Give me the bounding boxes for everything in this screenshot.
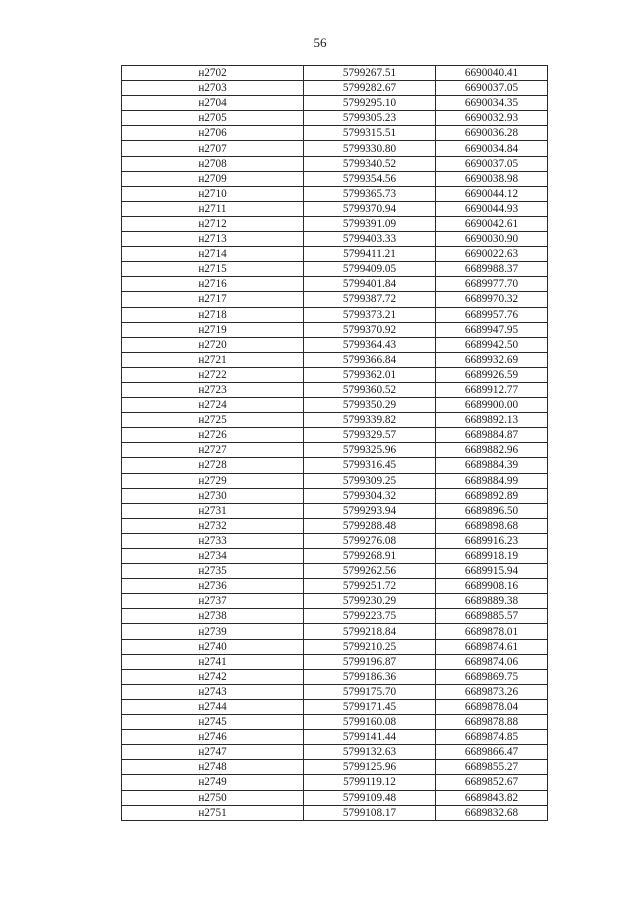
y-coordinate-cell: 6690034.84 [436,141,548,156]
x-coordinate-cell: 5799267.51 [304,66,436,81]
x-coordinate-cell: 5799293.94 [304,503,436,518]
y-coordinate-cell: 6689855.27 [436,760,548,775]
y-coordinate-cell: 6690038.98 [436,171,548,186]
point-id-cell: н2728 [122,458,304,473]
table-row [122,458,548,473]
y-coordinate-cell: 6689947.95 [436,322,548,337]
y-coordinate-cell: 6690044.12 [436,186,548,201]
y-coordinate-cell: 6689892.13 [436,413,548,428]
point-id-cell: н2703 [122,81,304,96]
page-number: 56 [313,35,327,50]
y-coordinate-cell: 6690032.93 [436,111,548,126]
x-coordinate-cell: 5799340.52 [304,156,436,171]
x-coordinate-cell: 5799282.67 [304,81,436,96]
y-coordinate-cell: 6689896.50 [436,503,548,518]
x-coordinate-cell: 5799223.75 [304,609,436,624]
table-row [122,549,548,564]
x-coordinate-cell: 5799305.23 [304,111,436,126]
x-coordinate-cell: 5799251.72 [304,579,436,594]
y-coordinate-cell: 6690040.41 [436,66,548,81]
point-id-cell: н2730 [122,488,304,503]
y-coordinate-cell: 6689918.19 [436,549,548,564]
point-id-cell: н2723 [122,382,304,397]
y-coordinate-cell: 6690034.35 [436,96,548,111]
table-row [122,473,548,488]
x-coordinate-cell: 5799315.51 [304,126,436,141]
x-coordinate-cell: 5799403.33 [304,232,436,247]
table-row [122,262,548,277]
table-row [122,533,548,548]
table-row [122,745,548,760]
table-row [122,337,548,352]
table-row [122,292,548,307]
y-coordinate-cell: 6689912.77 [436,382,548,397]
table-row [122,232,548,247]
x-coordinate-cell: 5799411.21 [304,247,436,262]
table-row [122,730,548,745]
x-coordinate-cell: 5799119.12 [304,775,436,790]
point-id-cell: н2742 [122,669,304,684]
point-id-cell: н2720 [122,337,304,352]
x-coordinate-cell: 5799268.91 [304,549,436,564]
table-row [122,669,548,684]
point-id-cell: н2743 [122,684,304,699]
point-id-cell: н2718 [122,307,304,322]
table-row [122,277,548,292]
point-id-cell: н2744 [122,699,304,714]
table-row [122,790,548,805]
y-coordinate-cell: 6690030.90 [436,232,548,247]
y-coordinate-cell: 6690044.93 [436,201,548,216]
y-coordinate-cell: 6689957.76 [436,307,548,322]
point-id-cell: н2726 [122,428,304,443]
y-coordinate-cell: 6689915.94 [436,564,548,579]
x-coordinate-cell: 5799373.21 [304,307,436,322]
table-row [122,156,548,171]
table-row [122,352,548,367]
x-coordinate-cell: 5799339.82 [304,413,436,428]
x-coordinate-cell: 5799210.25 [304,639,436,654]
table-row [122,96,548,111]
x-coordinate-cell: 5799141.44 [304,730,436,745]
x-coordinate-cell: 5799295.10 [304,96,436,111]
x-coordinate-cell: 5799109.48 [304,790,436,805]
point-id-cell: н2746 [122,730,304,745]
y-coordinate-cell: 6689885.57 [436,609,548,624]
table-row [122,171,548,186]
x-coordinate-cell: 5799186.36 [304,669,436,684]
point-id-cell: н2708 [122,156,304,171]
x-coordinate-cell: 5799360.52 [304,382,436,397]
x-coordinate-cell: 5799391.09 [304,216,436,231]
table-row [122,684,548,699]
y-coordinate-cell: 6689970.32 [436,292,548,307]
y-coordinate-cell: 6689884.99 [436,473,548,488]
point-id-cell: н2745 [122,715,304,730]
point-id-cell: н2711 [122,201,304,216]
y-coordinate-cell: 6689942.50 [436,337,548,352]
table-row [122,126,548,141]
x-coordinate-cell: 5799160.08 [304,715,436,730]
point-id-cell: н2719 [122,322,304,337]
coordinates-table-body [122,66,548,821]
coordinates-table [121,65,548,821]
x-coordinate-cell: 5799304.32 [304,488,436,503]
point-id-cell: н2732 [122,518,304,533]
y-coordinate-cell: 6689882.96 [436,443,548,458]
table-row [122,488,548,503]
y-coordinate-cell: 6689852.67 [436,775,548,790]
x-coordinate-cell: 5799370.94 [304,201,436,216]
table-row [122,609,548,624]
x-coordinate-cell: 5799354.56 [304,171,436,186]
y-coordinate-cell: 6689843.82 [436,790,548,805]
y-coordinate-cell: 6690037.05 [436,156,548,171]
y-coordinate-cell: 6689908.16 [436,579,548,594]
y-coordinate-cell: 6689874.06 [436,654,548,669]
table-row [122,564,548,579]
table-row [122,518,548,533]
table-row [122,428,548,443]
table-row [122,699,548,714]
y-coordinate-cell: 6689878.01 [436,624,548,639]
y-coordinate-cell: 6689916.23 [436,533,548,548]
table-row [122,639,548,654]
x-coordinate-cell: 5799387.72 [304,292,436,307]
table-row [122,141,548,156]
table-row [122,111,548,126]
table-row [122,322,548,337]
table-row [122,247,548,262]
table-row [122,382,548,397]
table-row [122,624,548,639]
x-coordinate-cell: 5799401.84 [304,277,436,292]
y-coordinate-cell: 6689874.61 [436,639,548,654]
x-coordinate-cell: 5799132.63 [304,745,436,760]
x-coordinate-cell: 5799364.43 [304,337,436,352]
point-id-cell: н2716 [122,277,304,292]
y-coordinate-cell: 6689932.69 [436,352,548,367]
point-id-cell: н2733 [122,533,304,548]
y-coordinate-cell: 6689869.75 [436,669,548,684]
point-id-cell: н2707 [122,141,304,156]
point-id-cell: н2741 [122,654,304,669]
x-coordinate-cell: 5799409.05 [304,262,436,277]
x-coordinate-cell: 5799330.80 [304,141,436,156]
y-coordinate-cell: 6689878.88 [436,715,548,730]
point-id-cell: н2704 [122,96,304,111]
point-id-cell: н2709 [122,171,304,186]
table-row [122,760,548,775]
y-coordinate-cell: 6689878.04 [436,699,548,714]
point-id-cell: н2727 [122,443,304,458]
x-coordinate-cell: 5799125.96 [304,760,436,775]
y-coordinate-cell: 6689832.68 [436,805,548,820]
x-coordinate-cell: 5799196.87 [304,654,436,669]
point-id-cell: н2702 [122,66,304,81]
x-coordinate-cell: 5799175.70 [304,684,436,699]
table-row [122,216,548,231]
y-coordinate-cell: 6689866.47 [436,745,548,760]
y-coordinate-cell: 6689977.70 [436,277,548,292]
point-id-cell: н2713 [122,232,304,247]
table-row [122,503,548,518]
point-id-cell: н2749 [122,775,304,790]
x-coordinate-cell: 5799362.01 [304,367,436,382]
y-coordinate-cell: 6689873.26 [436,684,548,699]
y-coordinate-cell: 6689884.39 [436,458,548,473]
x-coordinate-cell: 5799171.45 [304,699,436,714]
point-id-cell: н2724 [122,398,304,413]
table-row [122,413,548,428]
table-row [122,594,548,609]
x-coordinate-cell: 5799276.08 [304,533,436,548]
point-id-cell: н2738 [122,609,304,624]
point-id-cell: н2737 [122,594,304,609]
x-coordinate-cell: 5799218.84 [304,624,436,639]
table-row [122,81,548,96]
y-coordinate-cell: 6689900.00 [436,398,548,413]
point-id-cell: н2739 [122,624,304,639]
point-id-cell: н2706 [122,126,304,141]
y-coordinate-cell: 6690022.63 [436,247,548,262]
table-row [122,201,548,216]
point-id-cell: н2705 [122,111,304,126]
point-id-cell: н2722 [122,367,304,382]
table-row [122,654,548,669]
x-coordinate-cell: 5799309.25 [304,473,436,488]
point-id-cell: н2740 [122,639,304,654]
point-id-cell: н2748 [122,760,304,775]
x-coordinate-cell: 5799262.56 [304,564,436,579]
point-id-cell: н2725 [122,413,304,428]
x-coordinate-cell: 5799365.73 [304,186,436,201]
point-id-cell: н2750 [122,790,304,805]
table-row [122,398,548,413]
x-coordinate-cell: 5799288.48 [304,518,436,533]
x-coordinate-cell: 5799230.29 [304,594,436,609]
point-id-cell: н2751 [122,805,304,820]
table-row [122,367,548,382]
point-id-cell: н2714 [122,247,304,262]
x-coordinate-cell: 5799366.84 [304,352,436,367]
table-row [122,307,548,322]
y-coordinate-cell: 6690036.28 [436,126,548,141]
x-coordinate-cell: 5799329.57 [304,428,436,443]
table-row [122,443,548,458]
point-id-cell: н2734 [122,549,304,564]
y-coordinate-cell: 6689874.85 [436,730,548,745]
table-row [122,715,548,730]
point-id-cell: н2735 [122,564,304,579]
table-row [122,775,548,790]
point-id-cell: н2729 [122,473,304,488]
point-id-cell: н2710 [122,186,304,201]
table-row [122,805,548,820]
point-id-cell: н2736 [122,579,304,594]
point-id-cell: н2715 [122,262,304,277]
point-id-cell: н2731 [122,503,304,518]
x-coordinate-cell: 5799350.29 [304,398,436,413]
x-coordinate-cell: 5799370.92 [304,322,436,337]
x-coordinate-cell: 5799316.45 [304,458,436,473]
table-row [122,579,548,594]
table-row [122,66,548,81]
x-coordinate-cell: 5799325.96 [304,443,436,458]
y-coordinate-cell: 6689926.59 [436,367,548,382]
table-row [122,186,548,201]
point-id-cell: н2747 [122,745,304,760]
x-coordinate-cell: 5799108.17 [304,805,436,820]
y-coordinate-cell: 6689892.89 [436,488,548,503]
point-id-cell: н2721 [122,352,304,367]
point-id-cell: н2717 [122,292,304,307]
y-coordinate-cell: 6689889.38 [436,594,548,609]
y-coordinate-cell: 6689988.37 [436,262,548,277]
y-coordinate-cell: 6690042.61 [436,216,548,231]
y-coordinate-cell: 6690037.05 [436,81,548,96]
y-coordinate-cell: 6689884.87 [436,428,548,443]
y-coordinate-cell: 6689898.68 [436,518,548,533]
point-id-cell: н2712 [122,216,304,231]
